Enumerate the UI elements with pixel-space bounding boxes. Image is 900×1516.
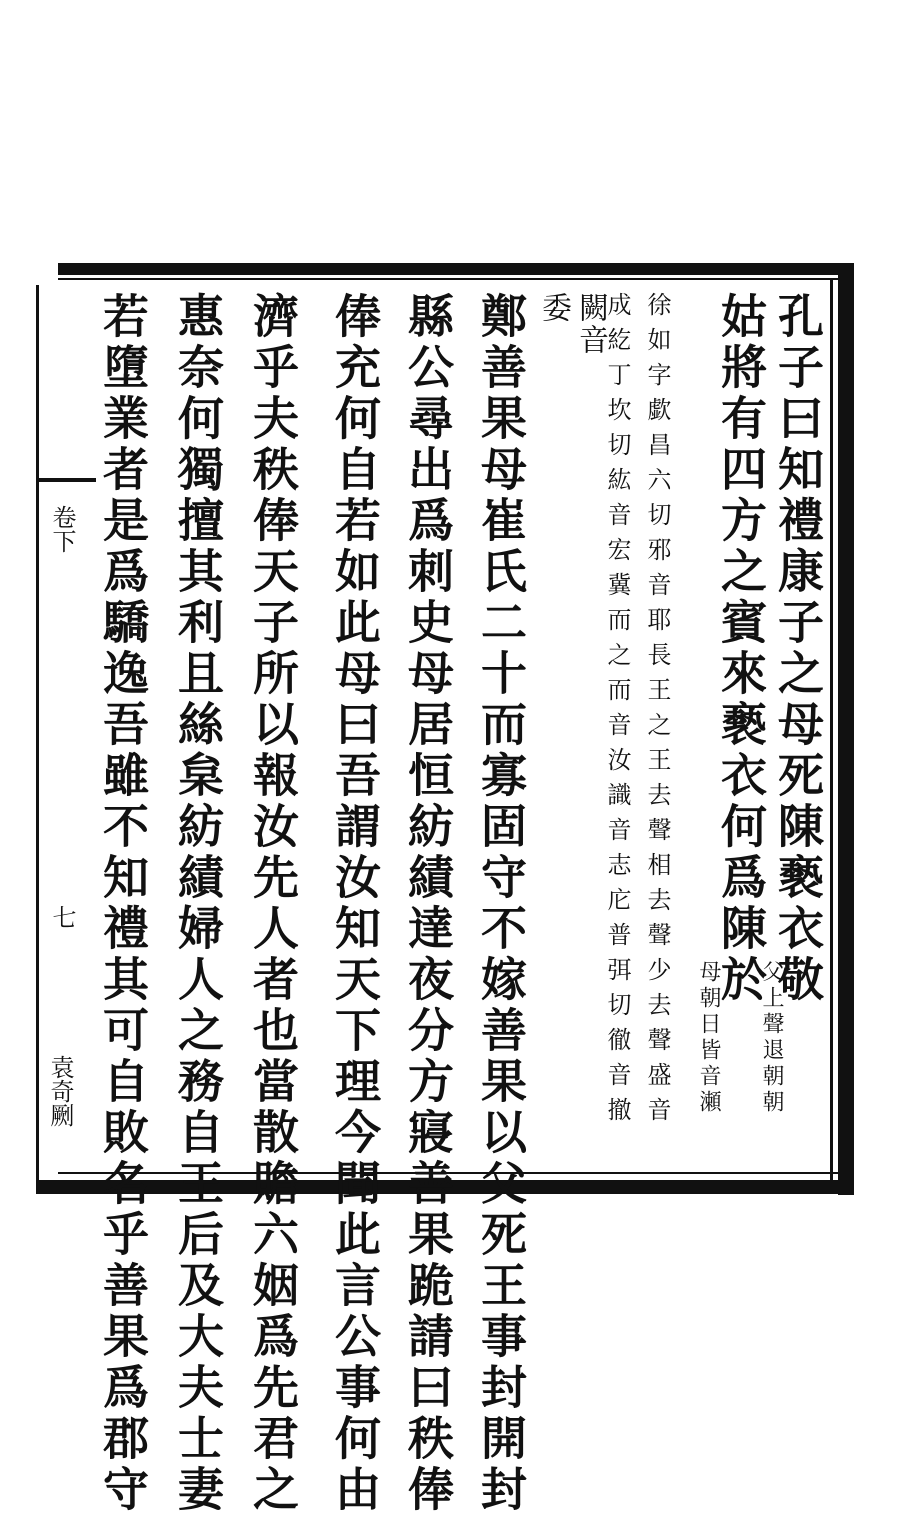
annotation-note-1: 父上聲退朝朝 [759, 960, 784, 1116]
frame-top-inner-line [58, 278, 854, 280]
text-column-7: 鄭善果母崔氏二十而寡固守不嫁善果以父死王事封開封 [474, 292, 528, 1516]
text-column-10: 濟乎夫秩俸天子所以報汝先人者也當散贍六姻爲先君之 [246, 292, 300, 1516]
page-number: 七 [48, 905, 76, 929]
text-column-9: 俸充何自若如此母曰吾謂汝知天下理今聞此言公事何由 [328, 292, 382, 1516]
volume-label: 卷下 [48, 505, 76, 553]
text-column-1: 孔子曰知禮康子之母死陳褻衣敬 [771, 292, 825, 1006]
annotation-note-2: 母朝日皆音瀬 [696, 960, 721, 1116]
text-column-5: 闕音 [573, 292, 608, 356]
text-column-3: 徐如字歔昌六切邪音耶長王之王去聲相去聲少去聲盛音 [643, 292, 671, 1132]
frame-top-border [58, 263, 854, 275]
text-column-4: 成紇丁坎切紘音宏冀而之而音汝識音志庀普弭切徹音撤 [603, 292, 631, 1132]
text-column-12: 若墮業者是爲驕逸吾雖不知禮其可自敗名乎善果爲郡守 [96, 292, 150, 1516]
frame-right-border [838, 263, 854, 1195]
text-column-8: 縣公尋出爲刺史母居恒紡績達夜分方寢善果跪請曰秩俸 [401, 292, 455, 1516]
publisher-mark: 袁奇劂 [46, 1055, 74, 1127]
text-column-2: 姑將有四方之賓來褻衣何爲陳於 [714, 292, 768, 1006]
frame-right-inner-line [830, 280, 833, 1180]
text-column-11: 惠奈何獨擅其利且絲枲紡績婦人之務自王后及大夫士妻 [171, 292, 225, 1516]
frame-left-border [36, 285, 39, 1185]
text-column-6: 委 [536, 292, 571, 324]
